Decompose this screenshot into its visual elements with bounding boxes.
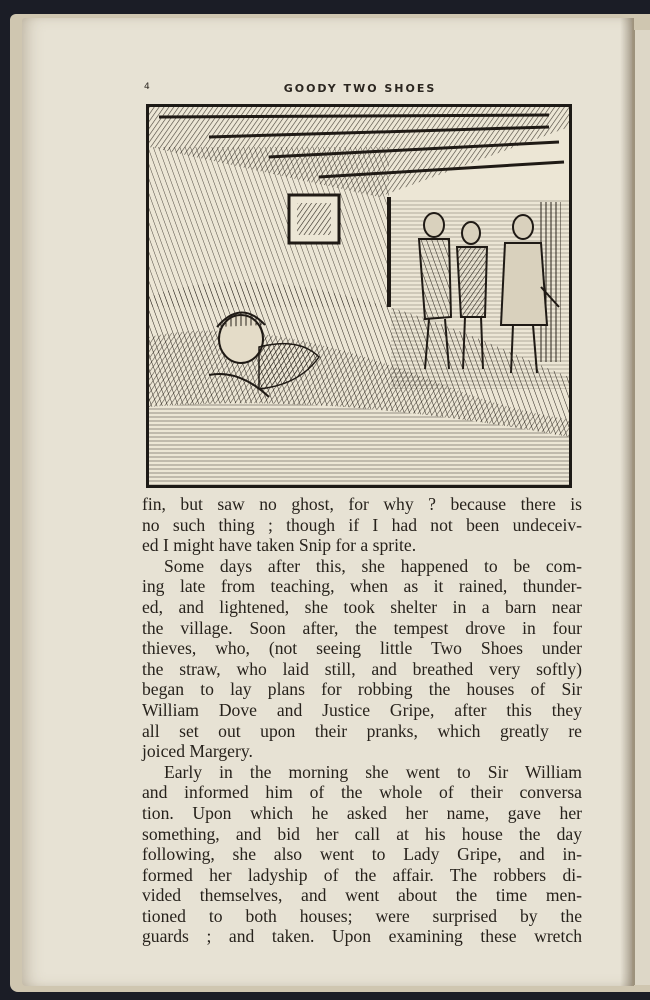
text-line: vided themselves, and went about the time men- — [142, 885, 582, 906]
page-number: 4 — [144, 82, 152, 92]
text-line: ed, and lightened, she took shelter in a barn near — [142, 596, 582, 617]
text-line: following, she also went to Lady Gripe, and in- — [142, 844, 582, 865]
text-line: tion. Upon which he asked her name, gave her — [142, 802, 582, 823]
text-line: all set out upon their pranks, which greatly re — [142, 720, 582, 741]
text-line: formed her ladyship of the affair. The robbers di- — [142, 864, 582, 885]
text-line: the village. Soon after, the tempest drove in four — [142, 617, 582, 638]
gutter-shadow — [620, 18, 634, 986]
text-line: no such thing ; though if I had not been undeceiv- — [142, 514, 582, 535]
text-line: something, and bid her call at his house the day — [142, 823, 582, 844]
running-title: GOODY TWO SHOES — [283, 82, 437, 95]
text-line: ed I might have taken Snip for a sprite. — [142, 535, 417, 556]
text-line: Early in the morning she went to Sir William — [164, 761, 582, 782]
text-line: William Dove and Justice Gripe, after this they — [142, 699, 582, 720]
text-line: Some days after this, she happened to be com- — [164, 555, 582, 576]
text-line: guards ; and taken. Upon examining these wretch — [142, 926, 582, 947]
text-line: ing late from teaching, when as it rained, thunder- — [142, 576, 582, 597]
body-text — [142, 494, 582, 947]
text-line: began to lay plans for robbing the houses of Sir — [142, 679, 582, 700]
barn-scene-image — [149, 107, 569, 485]
text-line: tioned to both houses; were surprised by the — [142, 905, 582, 926]
running-head — [140, 82, 580, 95]
text-line: fin, but saw no ghost, for why ? because there is — [142, 494, 582, 514]
text-line: thieves, who, (not seeing little Two Shoes under — [142, 638, 582, 659]
text-line: joiced Margery. — [142, 741, 253, 762]
next-page-edge — [634, 30, 650, 985]
text-line: the straw, who laid still, and breathed very softly) — [142, 658, 582, 679]
woodcut-illustration-icon — [146, 104, 572, 488]
text-line: and informed him of the whole of their conversa — [142, 782, 582, 803]
